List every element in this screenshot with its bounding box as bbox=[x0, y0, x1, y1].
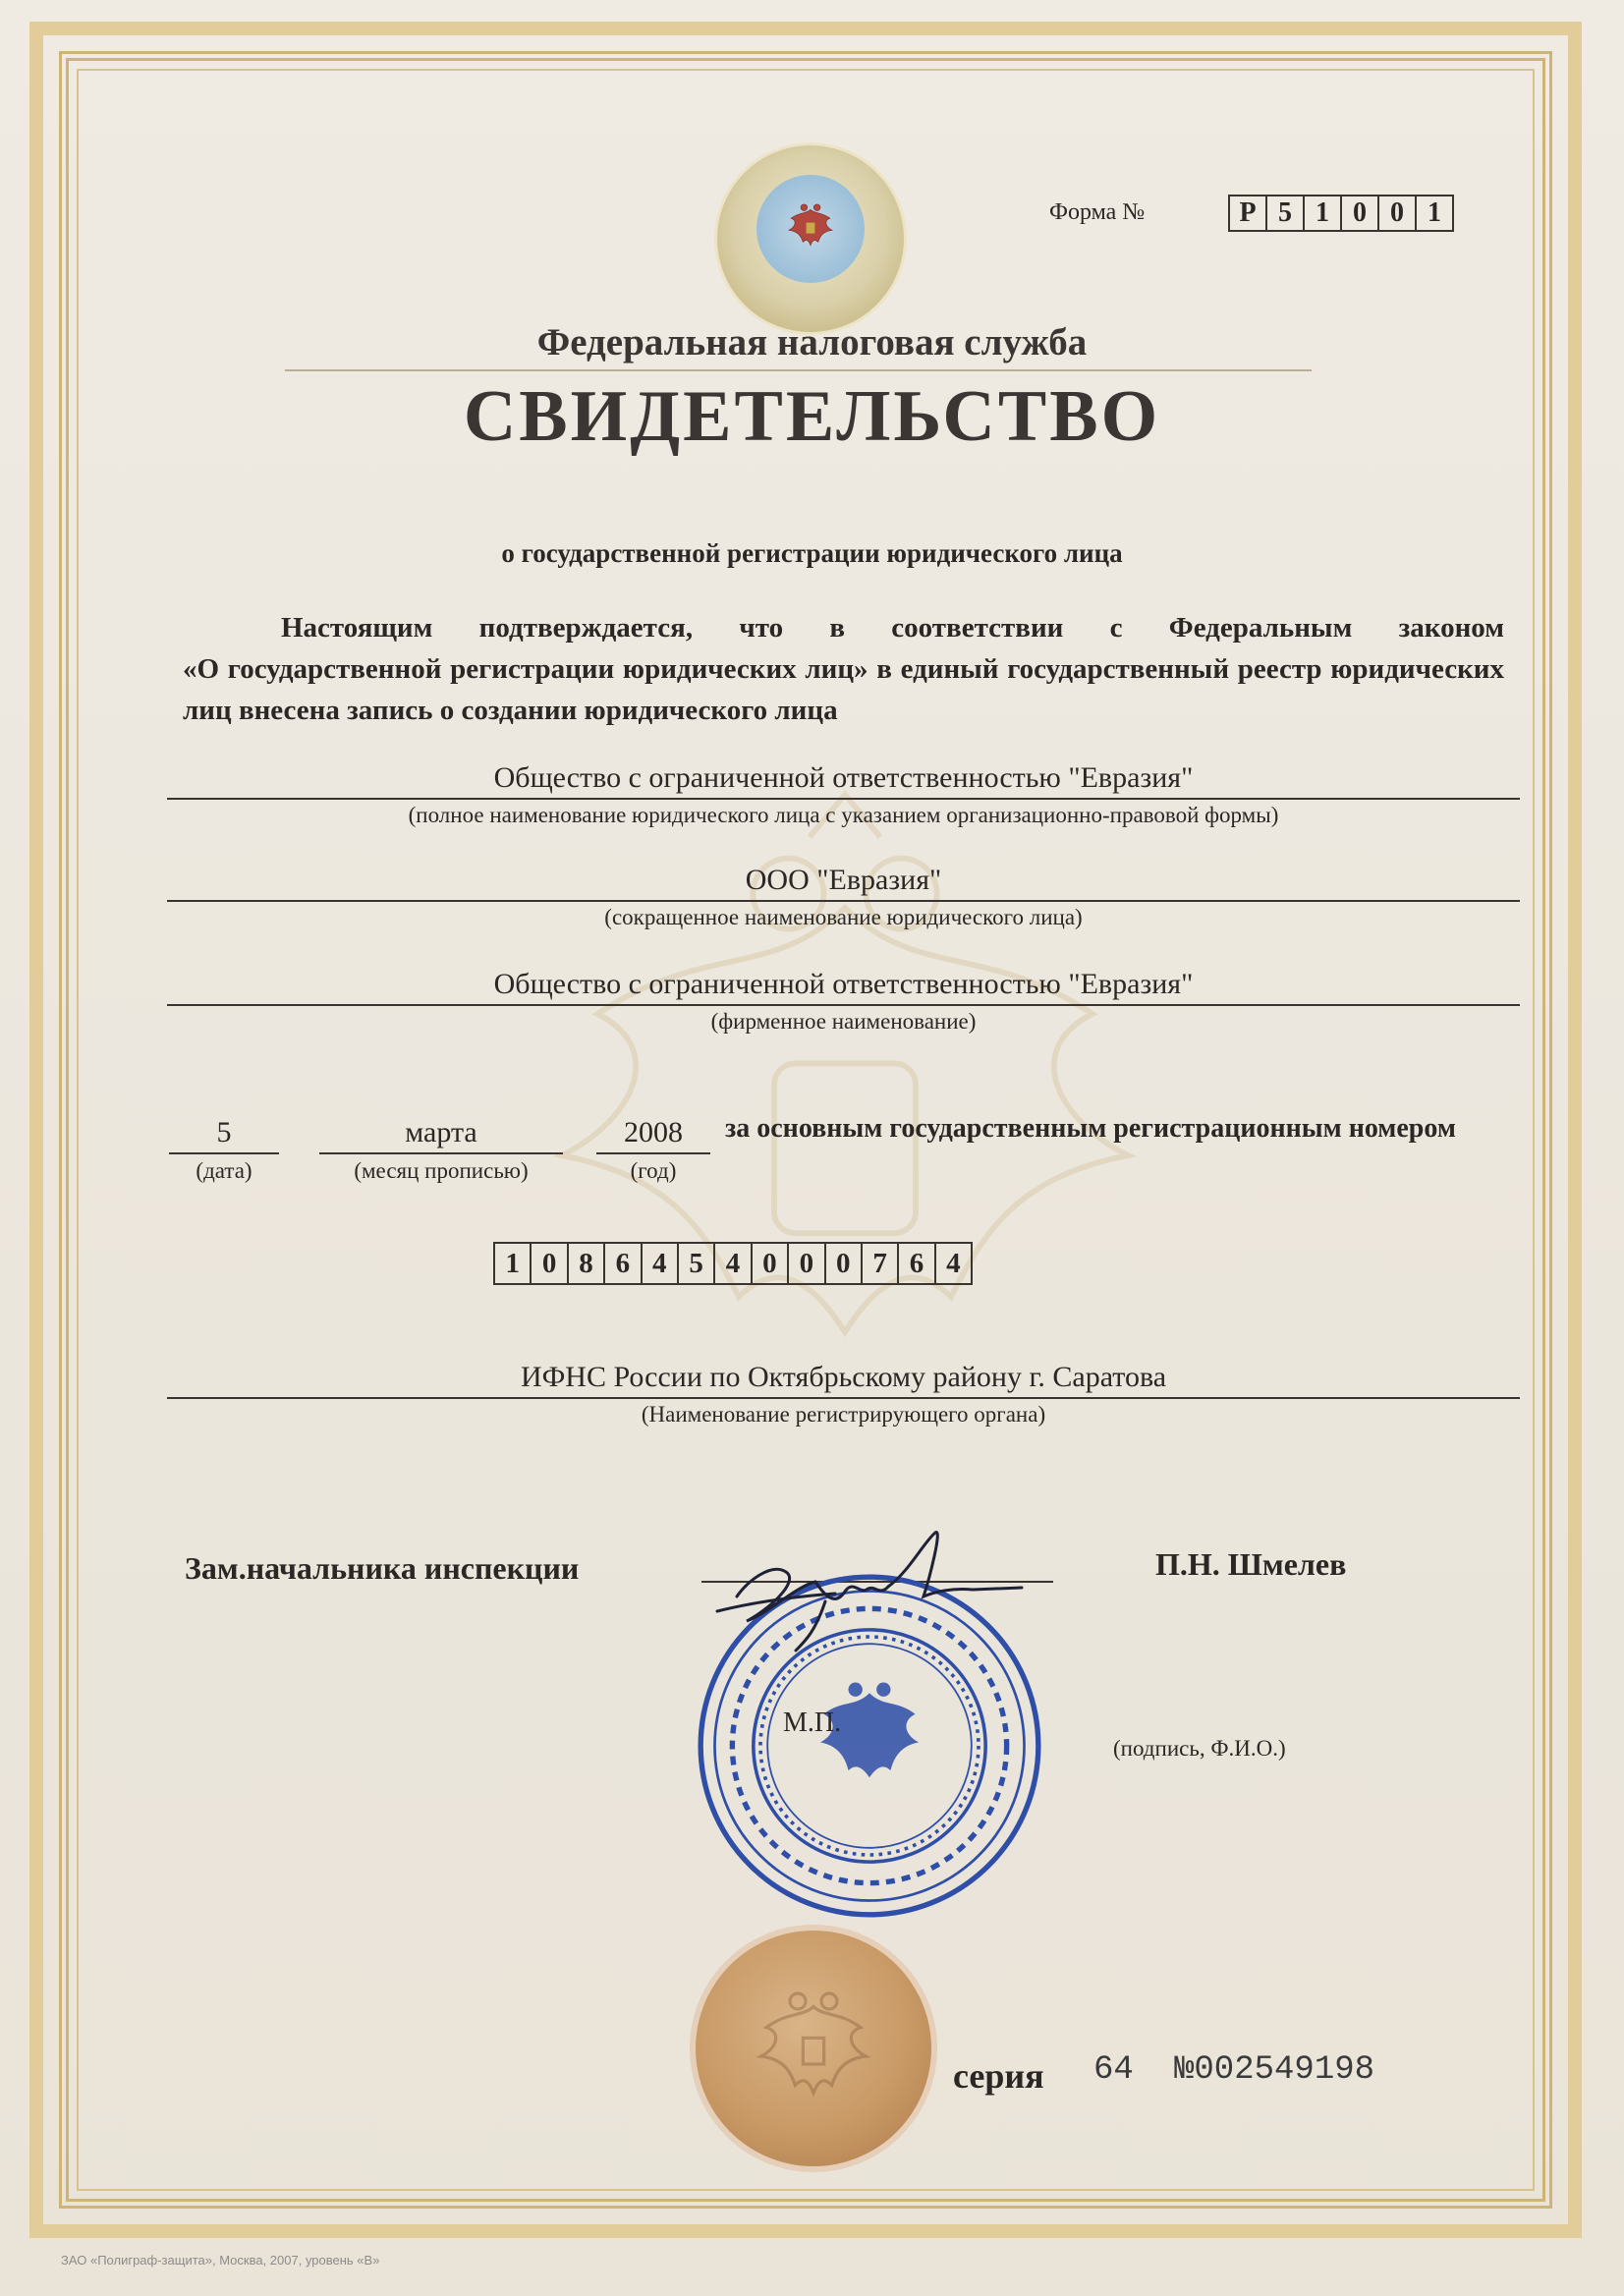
agency-name: Федеральная налоговая служба bbox=[536, 321, 1088, 364]
series-value: 64 bbox=[1093, 2051, 1134, 2089]
full-name-value: Общество с ограниченной ответственностью "Евразия" bbox=[167, 758, 1520, 800]
authority-field bbox=[167, 1358, 1520, 1430]
ogrn-digit: 0 bbox=[826, 1244, 863, 1283]
ogrn-digit: 4 bbox=[643, 1244, 679, 1283]
agency-divider bbox=[285, 369, 1312, 371]
confirmation-paragraph bbox=[183, 607, 1504, 731]
form-code-cell: 5 bbox=[1267, 196, 1305, 230]
ogrn-digit: 0 bbox=[532, 1244, 568, 1283]
firm-name-field bbox=[167, 965, 1520, 1037]
document-title: СВИДЕТЕЛЬСТВО bbox=[463, 376, 1161, 457]
paragraph-line-2: «О государственной регистрации юридических лиц» в единый государственный реестр юридических лиц внесена запись о создании юридического лица bbox=[183, 653, 1504, 726]
paragraph-line-1: Настоящим подтверждается, что в соответствии с Федеральным законом bbox=[281, 612, 1504, 644]
short-name-caption: (сокращенное наименование юридического лица) bbox=[604, 905, 1083, 929]
ogrn-digit: 7 bbox=[863, 1244, 899, 1283]
form-code-cell: 1 bbox=[1428, 197, 1441, 228]
ogrn-digit: 6 bbox=[605, 1244, 642, 1283]
form-code-boxes bbox=[1228, 195, 1454, 232]
short-name-field bbox=[167, 861, 1520, 933]
hologram-emblem bbox=[717, 145, 904, 332]
date-year-value: 2008 bbox=[596, 1113, 710, 1154]
ogrn-digit: 0 bbox=[789, 1244, 825, 1283]
date-year bbox=[596, 1113, 710, 1188]
form-code-cell: 1 bbox=[1305, 196, 1342, 230]
series-label: серия bbox=[953, 2056, 1044, 2096]
form-code-cell: 0 bbox=[1342, 196, 1379, 230]
signature-caption: (подпись, Ф.И.О.) bbox=[1113, 1736, 1286, 1761]
double-headed-eagle-icon bbox=[778, 195, 843, 259]
date-day bbox=[169, 1113, 279, 1188]
date-month-value: марта bbox=[319, 1113, 563, 1154]
firm-name-caption: (фирменное наименование) bbox=[710, 1009, 977, 1034]
date-year-caption: (год) bbox=[630, 1158, 677, 1183]
ogrn-digit: 5 bbox=[679, 1244, 715, 1283]
signatory-role: Зам.начальника инспекции bbox=[185, 1550, 580, 1586]
signatory-name: П.Н. Шмелев bbox=[1155, 1546, 1347, 1582]
full-name-caption: (полное наименование юридического лица с указанием организационно-правовой формы) bbox=[408, 803, 1279, 827]
date-day-value: 5 bbox=[169, 1113, 279, 1154]
ogrn-digit: 4 bbox=[715, 1244, 752, 1283]
document-subtitle: о государственной регистрации юридического лица bbox=[501, 538, 1123, 568]
ogrn-boxes bbox=[493, 1242, 973, 1285]
handwritten-signature bbox=[678, 1503, 1071, 1680]
ogrn-digit: 1 bbox=[495, 1244, 532, 1283]
stamp-placeholder-label: М.П. bbox=[783, 1708, 842, 1738]
embossed-eagle-icon bbox=[735, 1970, 892, 2127]
full-name-field bbox=[167, 758, 1520, 831]
form-number-label: Форма № bbox=[1049, 199, 1146, 225]
registration-number-label: за основным государственным регистрационным номером bbox=[725, 1113, 1456, 1144]
authority-value: ИФНС России по Октябрьскому району г. Саратова bbox=[167, 1358, 1520, 1399]
form-code-cell: 0 bbox=[1379, 196, 1417, 230]
short-name-value: ООО "Евразия" bbox=[167, 861, 1520, 902]
date-month-caption: (месяц прописью) bbox=[354, 1158, 529, 1183]
firm-name-value: Общество с ограниченной ответственностью "Евразия" bbox=[167, 965, 1520, 1006]
form-code-cell: Р bbox=[1230, 196, 1267, 230]
printer-imprint: ЗАО «Полиграф-защита», Москва, 2007, уровень «В» bbox=[61, 2253, 380, 2268]
embossed-seal bbox=[696, 1931, 931, 2166]
date-month bbox=[319, 1113, 563, 1188]
ogrn-digit: 8 bbox=[569, 1244, 605, 1283]
ogrn-digit: 4 bbox=[946, 1247, 961, 1279]
ogrn-digit: 0 bbox=[753, 1244, 789, 1283]
ogrn-digit: 6 bbox=[899, 1244, 935, 1283]
authority-caption: (Наименование регистрирующего органа) bbox=[641, 1402, 1046, 1427]
series-number: №002549198 bbox=[1174, 2051, 1375, 2089]
date-day-caption: (дата) bbox=[196, 1158, 252, 1183]
